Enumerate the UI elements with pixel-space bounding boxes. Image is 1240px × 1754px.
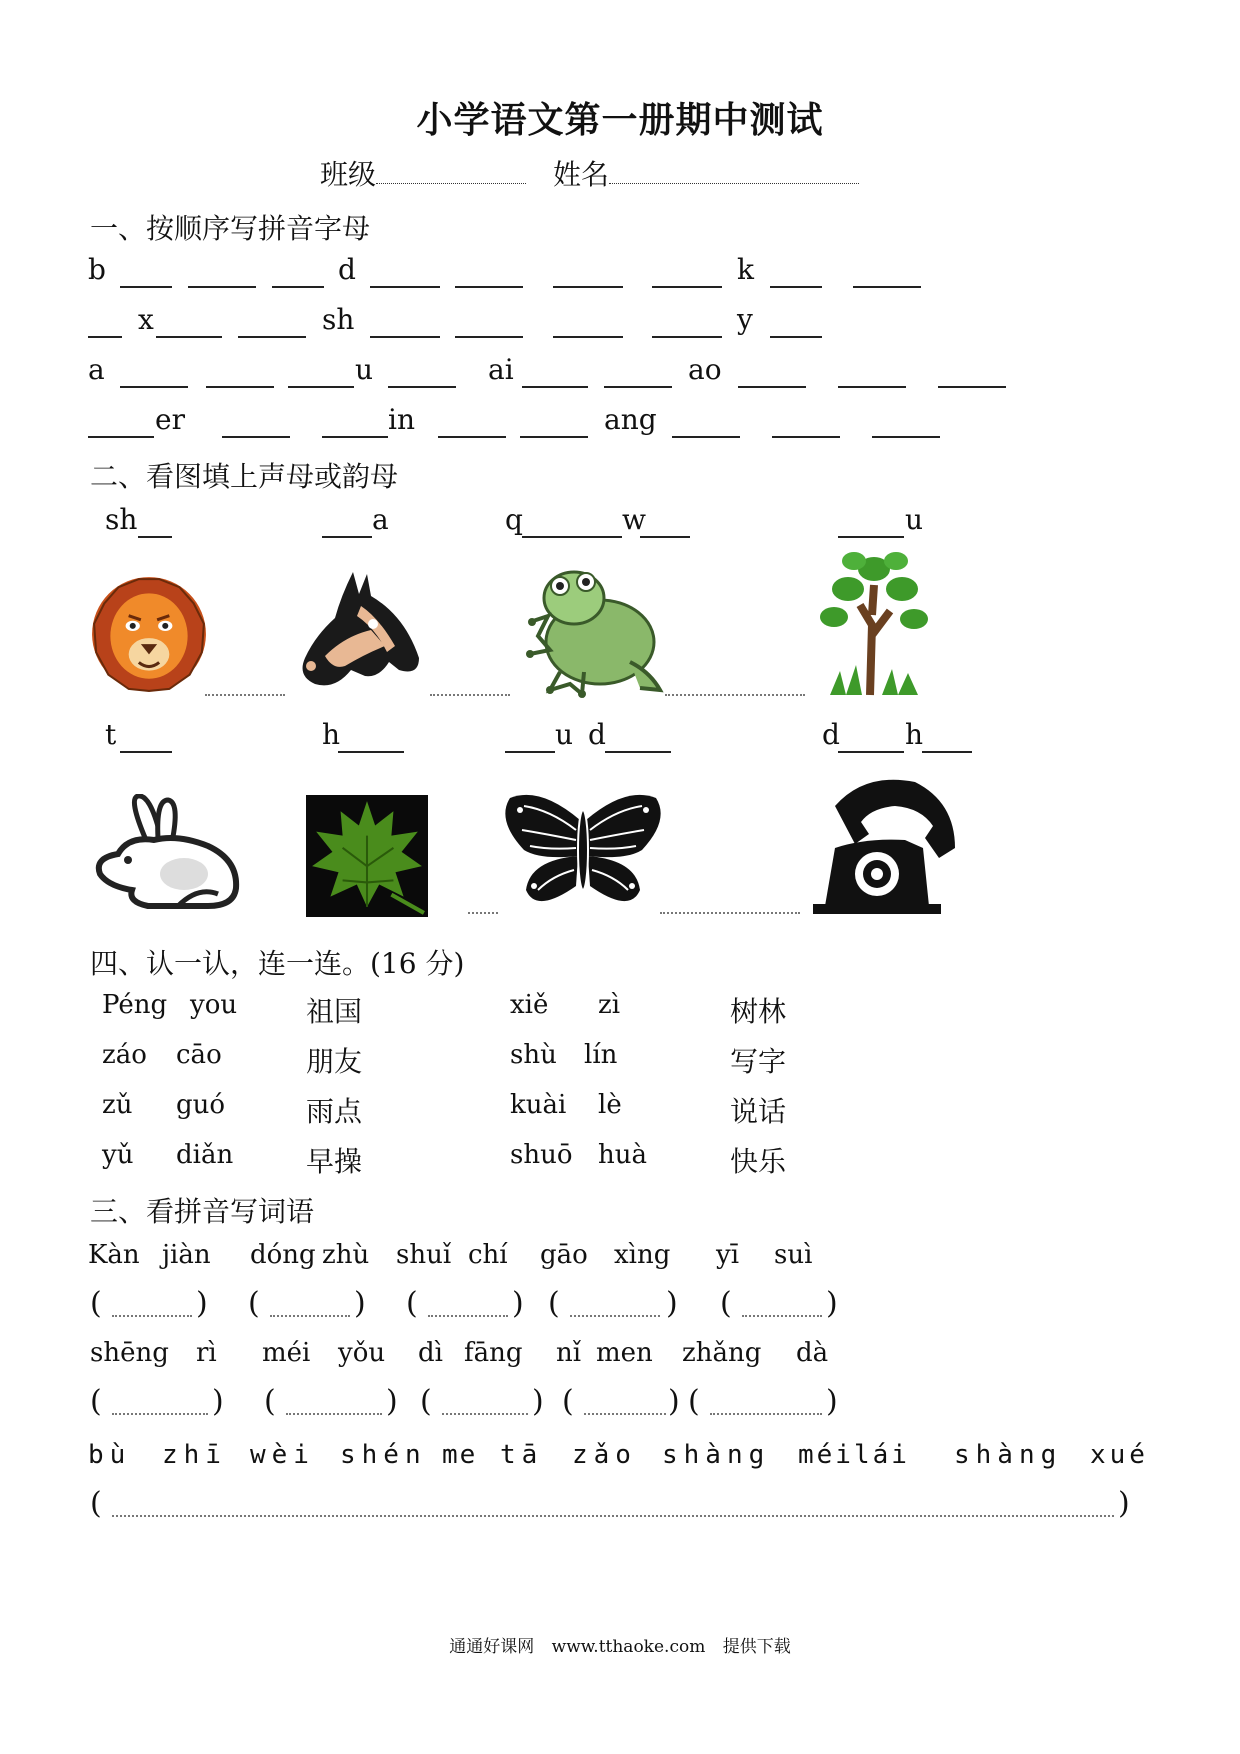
pinyin: Péng [102, 990, 168, 1020]
class-blank[interactable] [376, 157, 526, 184]
answer-blank[interactable] [120, 286, 172, 288]
paren-open: ( [548, 1286, 560, 1321]
letter-a: a [88, 353, 105, 386]
class-field [320, 153, 526, 193]
chinese-word: 祖国 [306, 995, 363, 1028]
hint-u2: u [555, 718, 574, 751]
dotted-line [205, 694, 285, 696]
leaf-icon [306, 795, 428, 917]
answer-blank[interactable] [922, 751, 972, 753]
footer-site-name: 通通好课网 [449, 1637, 535, 1657]
dotted-line [665, 694, 805, 696]
telephone-icon [805, 778, 960, 916]
pinyin: guó [176, 1090, 226, 1120]
paren-close: ) [196, 1286, 208, 1321]
answer-blank[interactable] [120, 386, 188, 388]
answer-blank[interactable] [88, 336, 122, 338]
pinyin: gāo [540, 1240, 588, 1270]
answer-blank[interactable] [112, 1315, 192, 1317]
answer-blank[interactable] [88, 436, 154, 438]
answer-blank[interactable] [188, 286, 256, 288]
answer-blank[interactable] [772, 436, 840, 438]
chinese-word: 快乐 [730, 1145, 787, 1178]
answer-blank[interactable] [853, 286, 921, 288]
answer-blank[interactable] [570, 1315, 660, 1317]
pinyin: you [190, 990, 238, 1020]
hint-h: h [322, 718, 341, 751]
pinyin: zǎo [572, 1440, 637, 1470]
answer-blank[interactable] [770, 286, 822, 288]
answer-blank[interactable] [710, 1413, 822, 1415]
answer-blank[interactable] [652, 286, 722, 288]
pinyin: dóng [250, 1240, 316, 1270]
pinyin: wèi [250, 1440, 315, 1470]
name-field [553, 153, 859, 193]
pinyin: xìng [614, 1240, 671, 1270]
answer-blank[interactable] [584, 1413, 666, 1415]
answer-blank[interactable] [112, 1413, 208, 1415]
pinyin: tā [500, 1440, 544, 1470]
pinyin: diǎn [176, 1140, 234, 1170]
paren-close: ) [826, 1286, 838, 1321]
paren-close: ) [512, 1286, 524, 1321]
pinyin: shàng [954, 1440, 1063, 1470]
footer [0, 1632, 1240, 1657]
letter-x: x [138, 303, 154, 336]
butterfly-icon [500, 790, 666, 916]
paren-open: ( [688, 1384, 700, 1419]
answer-blank[interactable] [838, 751, 904, 753]
answer-blank[interactable] [138, 536, 172, 538]
paren-close: ) [532, 1384, 544, 1419]
pinyin: lín [584, 1040, 618, 1070]
paren-close: ) [212, 1384, 224, 1419]
section2-heading: 二、看图填上声母或韵母 [90, 460, 399, 493]
footer-download: 提供下载 [722, 1637, 791, 1657]
name-label: 姓名 [553, 158, 610, 191]
hint-d: d [588, 718, 606, 751]
pinyin: suì [774, 1240, 813, 1270]
answer-blank[interactable] [428, 1315, 508, 1317]
answer-blank[interactable] [222, 436, 290, 438]
pinyin: yǒu [338, 1338, 386, 1368]
letter-u: u [355, 353, 374, 386]
letter-er: er [155, 403, 185, 436]
answer-blank[interactable] [553, 336, 623, 338]
answer-blank[interactable] [438, 436, 506, 438]
letter-d: d [338, 253, 356, 286]
letter-ao: ao [688, 353, 722, 386]
pinyin: yǔ [102, 1140, 134, 1170]
chinese-word: 说话 [730, 1095, 787, 1128]
pinyin: méi [262, 1338, 311, 1368]
dotted-line [468, 912, 498, 914]
hint-q: q [505, 503, 523, 536]
pinyin: fāng [464, 1338, 523, 1368]
letter-k: k [737, 253, 754, 286]
hint-u: u [905, 503, 924, 536]
answer-blank[interactable] [270, 1315, 350, 1317]
chinese-word: 早操 [306, 1145, 363, 1178]
answer-blank[interactable] [455, 286, 523, 288]
letter-b: b [88, 253, 106, 286]
paren-close: ) [1118, 1486, 1130, 1521]
pinyin: zhǎng [682, 1338, 762, 1368]
answer-blank[interactable] [872, 436, 940, 438]
pinyin: zǔ [102, 1090, 133, 1120]
pinyin: xiě [510, 990, 549, 1020]
paren-open: ( [720, 1286, 732, 1321]
paren-open: ( [420, 1384, 432, 1419]
answer-blank[interactable] [455, 336, 523, 338]
pinyin: dì [418, 1338, 443, 1368]
paren-close: ) [354, 1286, 366, 1321]
letter-y: y [737, 303, 753, 336]
paren-open: ( [562, 1384, 574, 1419]
section3-heading: 三、看拼音写词语 [90, 1195, 315, 1228]
section4-heading: 四、认一认，连一连。(16 分) [90, 947, 465, 980]
footer-url[interactable]: www.tthaoke.com [551, 1637, 706, 1657]
paren-open: ( [264, 1384, 276, 1419]
hint-sh: sh [105, 503, 138, 536]
pinyin: lè [598, 1090, 622, 1120]
paren-open: ( [90, 1384, 102, 1419]
rabbit-icon [88, 794, 248, 914]
answer-blank[interactable] [370, 286, 440, 288]
pinyin: Kàn [88, 1240, 140, 1270]
horse-icon [295, 566, 425, 696]
pinyin: zhù [322, 1240, 370, 1270]
answer-blank[interactable] [112, 1515, 1114, 1517]
answer-blank[interactable] [838, 386, 906, 388]
answer-blank[interactable] [322, 536, 372, 538]
answer-blank[interactable] [156, 336, 222, 338]
pinyin: shàng [662, 1440, 771, 1470]
pinyin: nǐ [556, 1338, 582, 1368]
pinyin: huà [598, 1140, 647, 1170]
pinyin: xué [1090, 1440, 1149, 1470]
page-title: 小学语文第一册期中测试 [416, 99, 824, 141]
pinyin: men [596, 1338, 653, 1368]
pinyin: cāo [176, 1040, 222, 1070]
answer-blank[interactable] [442, 1413, 528, 1415]
paren-close: ) [386, 1384, 398, 1419]
answer-blank[interactable] [238, 336, 306, 338]
chinese-word: 写字 [730, 1045, 787, 1078]
pinyin: záo [102, 1040, 147, 1070]
pinyin: shén [340, 1440, 427, 1470]
hint-w: w [622, 503, 646, 536]
paren-open: ( [90, 1486, 102, 1521]
hint-d2: d [822, 718, 840, 751]
answer-blank[interactable] [272, 286, 324, 288]
hint-t: t [105, 718, 117, 751]
letter-sh: sh [322, 303, 355, 336]
pinyin: shuǐ [396, 1240, 452, 1270]
paren-open: ( [248, 1286, 260, 1321]
pinyin: shēng [90, 1338, 169, 1368]
hint-h2: h [905, 718, 924, 751]
name-blank[interactable] [609, 157, 859, 184]
paren-open: ( [406, 1286, 418, 1321]
answer-blank[interactable] [286, 1413, 382, 1415]
answer-blank[interactable] [838, 536, 904, 538]
pinyin: jiàn [162, 1240, 211, 1270]
paren-close: ) [666, 1286, 678, 1321]
answer-blank[interactable] [338, 751, 404, 753]
dotted-line [430, 694, 510, 696]
paren-close: ) [826, 1384, 838, 1419]
pinyin: dà [796, 1338, 829, 1368]
answer-blank[interactable] [604, 386, 672, 388]
paren-close: ) [668, 1384, 680, 1419]
answer-blank[interactable] [640, 536, 690, 538]
chinese-word: 雨点 [306, 1095, 363, 1128]
chinese-word: 树林 [730, 995, 787, 1028]
answer-blank[interactable] [938, 386, 1006, 388]
letter-ai: ai [488, 353, 514, 386]
lion-icon [88, 572, 210, 696]
tree-icon [810, 545, 940, 697]
letter-ang: ang [604, 403, 657, 436]
answer-blank[interactable] [388, 386, 456, 388]
paren-open: ( [90, 1286, 102, 1321]
pinyin: rì [196, 1338, 217, 1368]
class-label: 班级 [320, 158, 377, 191]
answer-blank[interactable] [742, 1315, 822, 1317]
pinyin: zì [598, 990, 621, 1020]
dotted-line [660, 912, 800, 914]
answer-blank[interactable] [288, 386, 354, 388]
answer-blank[interactable] [206, 386, 274, 388]
answer-blank[interactable] [322, 436, 388, 438]
answer-blank[interactable] [522, 386, 588, 388]
answer-blank[interactable] [120, 751, 172, 753]
pinyin: bù [88, 1440, 132, 1470]
frog-icon [520, 562, 670, 698]
chinese-word: 朋友 [306, 1045, 363, 1078]
pinyin: zhī [162, 1440, 227, 1470]
section1-heading: 一、按顺序写拼音字母 [90, 212, 371, 245]
pinyin: kuài [510, 1090, 567, 1120]
answer-blank[interactable] [370, 336, 440, 338]
answer-blank[interactable] [553, 286, 623, 288]
answer-blank[interactable] [652, 336, 722, 338]
answer-blank[interactable] [505, 751, 555, 753]
pinyin: yī [716, 1240, 740, 1270]
pinyin: shuō [510, 1140, 573, 1170]
hint-a: a [372, 503, 389, 536]
answer-blank[interactable] [605, 751, 671, 753]
pinyin: chí [468, 1240, 508, 1270]
pinyin: me [442, 1440, 478, 1470]
answer-blank[interactable] [738, 386, 806, 388]
pinyin: shù [510, 1040, 557, 1070]
answer-blank[interactable] [672, 436, 740, 438]
answer-blank[interactable] [770, 336, 822, 338]
letter-in: in [388, 403, 415, 436]
answer-blank[interactable] [522, 536, 622, 538]
answer-blank[interactable] [520, 436, 588, 438]
pinyin: méilái [798, 1440, 910, 1470]
